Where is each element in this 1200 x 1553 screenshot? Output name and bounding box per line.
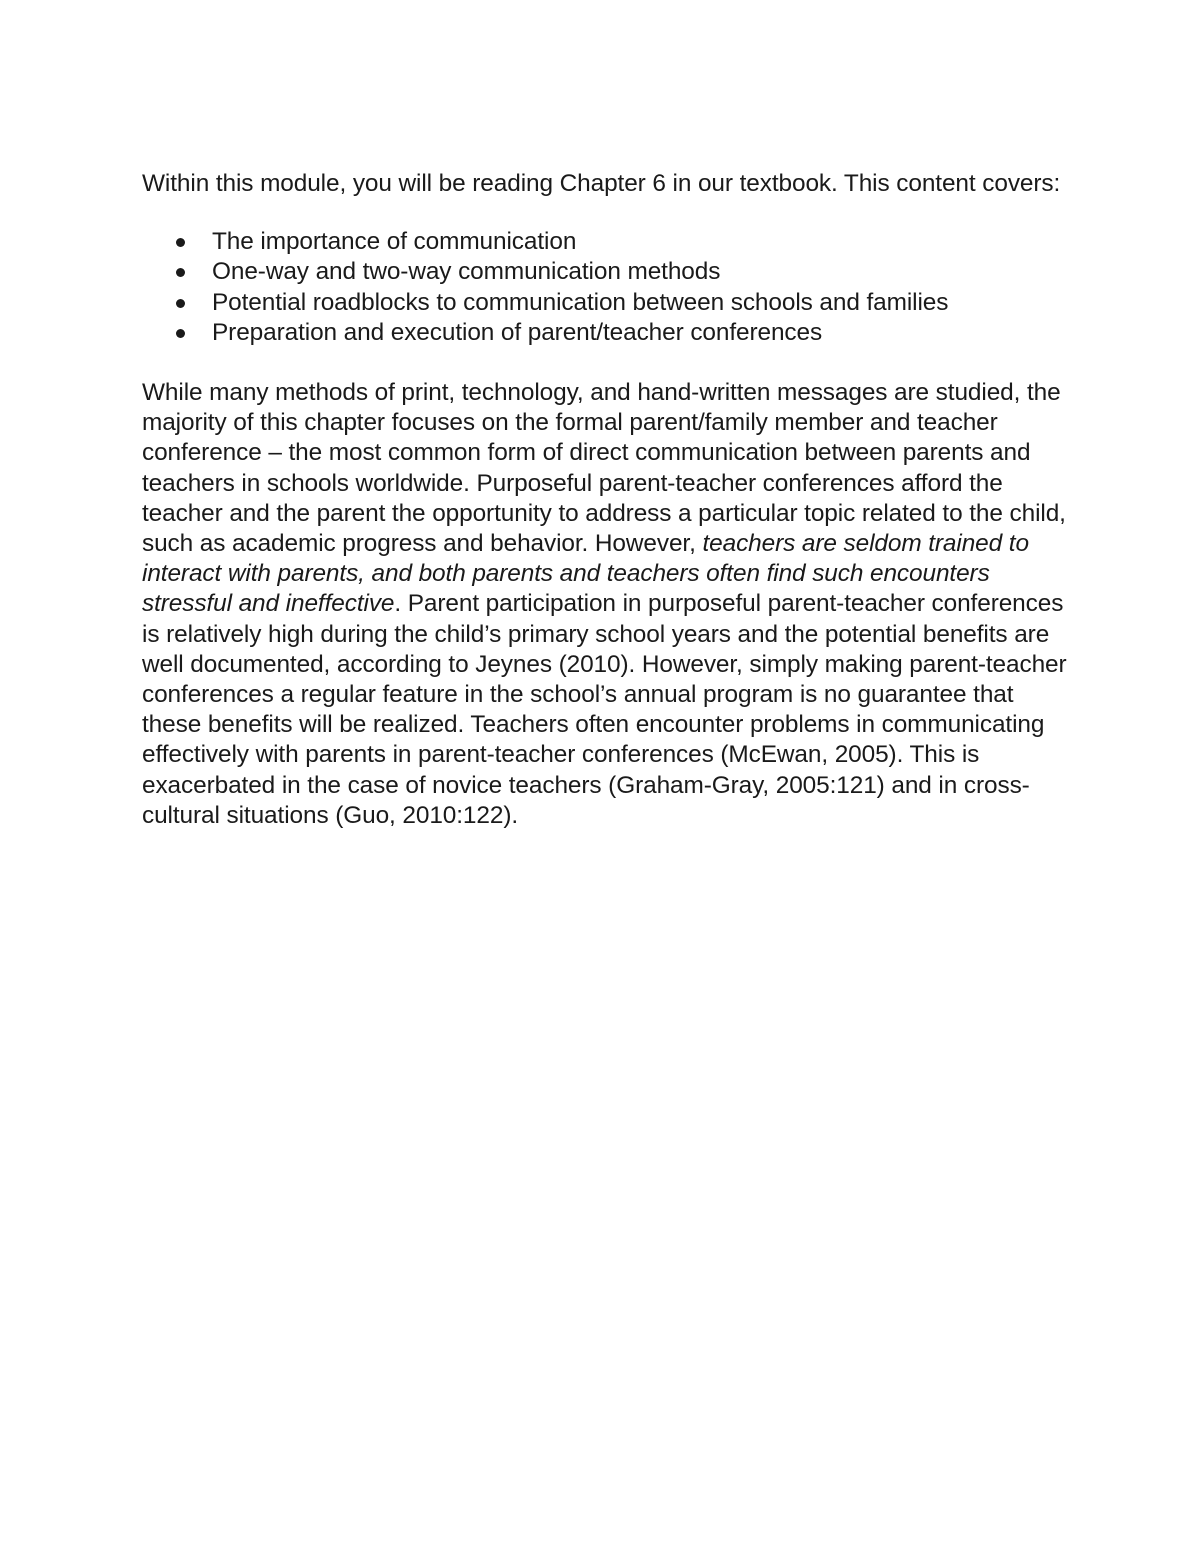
list-item bbox=[142, 288, 1072, 318]
list-item bbox=[142, 227, 1072, 257]
intro-paragraph: Within this module, you will be reading Chapter 6 in our textbook. This content covers: bbox=[142, 170, 1061, 197]
bullet-icon bbox=[176, 329, 185, 338]
body-text-part-2: . Parent participation in purposeful parent-teacher conferences is relatively high during the child’s primary school years and the potential benefits are well documented, according to Jeynes (2010). However, simply making parent-teacher conferences a regular feature in the school’s annual program is no guarantee that these benefits will be realized. Teachers often encounter problems in communicating effectively with parents in parent-teacher conferences (McEwan, 2005). This is exacerbated in the case of novice teachers (Graham-Gray, 2005:121) and in cross-cultural situations (Guo, 2010:122). bbox=[142, 590, 1067, 829]
bullet-icon bbox=[176, 268, 185, 277]
list-item-text: Potential roadblocks to communication between schools and families bbox=[212, 288, 949, 316]
list-item-text: Preparation and execution of parent/teacher conferences bbox=[212, 318, 823, 346]
list-item bbox=[142, 257, 1072, 287]
body-emphasis: teachers are seldom trained to interact with parents, and both parents and teachers often find such encounters stressful and ineffective bbox=[142, 530, 1029, 618]
document-content bbox=[142, 169, 1072, 831]
list-item-text: The importance of communication bbox=[212, 228, 577, 256]
bullet-icon bbox=[176, 238, 185, 247]
topic-list bbox=[142, 227, 1072, 348]
body-paragraph bbox=[142, 378, 1072, 831]
bullet-icon bbox=[176, 299, 185, 308]
list-item-text: One-way and two-way communication methods bbox=[212, 258, 721, 286]
list-item bbox=[142, 318, 1072, 348]
body-text-part-1: While many methods of print, technology, and hand-written messages are studied, the majority of this chapter focuses on the formal parent/family member and teacher conference – the most common form of direct communication between parents and teachers in schools worldwide. Purposeful parent-teacher conferences afford the teacher and the parent the opportunity to address a particular topic related to the child, such as academic progress and behavior. However, bbox=[142, 379, 1066, 558]
